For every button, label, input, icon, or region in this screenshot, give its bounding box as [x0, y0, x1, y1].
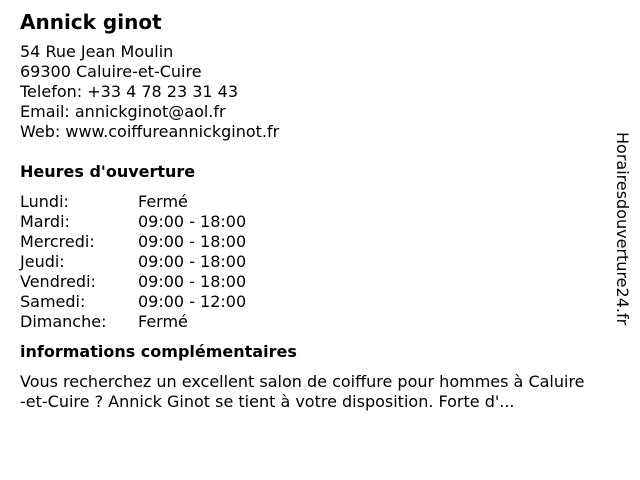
phone-number[interactable]: Telefon: +33 4 78 23 31 43 — [20, 82, 239, 101]
info-description: Vous recherchez un excellent salon de coiffure pour hommes à Caluire-et-Cuire ? Annick Ginot se tient à votre disposition. Forte d'... — [20, 372, 585, 411]
day-label: Jeudi: — [20, 252, 65, 271]
day-label: Samedi: — [20, 292, 86, 311]
address-street: 54 Rue Jean Moulin — [20, 42, 174, 61]
address-city: 69300 Caluire-et-Cuire — [20, 62, 202, 81]
email-address[interactable]: Email: annickginot@aol.fr — [20, 102, 226, 121]
day-hours: 09:00 - 18:00 — [138, 272, 247, 291]
hours-row — [20, 192, 610, 212]
day-label: Lundi: — [20, 192, 69, 211]
day-hours: 09:00 - 18:00 — [138, 252, 247, 271]
day-hours: Fermé — [138, 192, 188, 211]
day-label: Mardi: — [20, 212, 70, 231]
hours-row — [20, 232, 610, 252]
contact-block — [20, 42, 610, 142]
day-hours: 09:00 - 18:00 — [138, 212, 247, 231]
hours-row — [20, 292, 610, 312]
info-heading: informations complémentaires — [20, 342, 297, 361]
business-name: Annick ginot — [20, 10, 162, 34]
hours-row — [20, 212, 610, 232]
day-hours: Fermé — [138, 312, 188, 331]
site-branding: Horairesdouverture24.fr — [613, 132, 632, 326]
day-hours: 09:00 - 12:00 — [138, 292, 247, 311]
hours-heading: Heures d'ouverture — [20, 162, 196, 181]
hours-row — [20, 312, 610, 332]
business-card — [20, 10, 610, 412]
day-label: Dimanche: — [20, 312, 107, 331]
day-label: Vendredi: — [20, 272, 96, 291]
website-link[interactable]: Web: www.coiffureannickginot.fr — [20, 122, 280, 141]
hours-row — [20, 252, 610, 272]
hours-row — [20, 272, 610, 292]
day-hours: 09:00 - 18:00 — [138, 232, 247, 251]
day-label: Mercredi: — [20, 232, 95, 251]
hours-table — [20, 192, 610, 332]
